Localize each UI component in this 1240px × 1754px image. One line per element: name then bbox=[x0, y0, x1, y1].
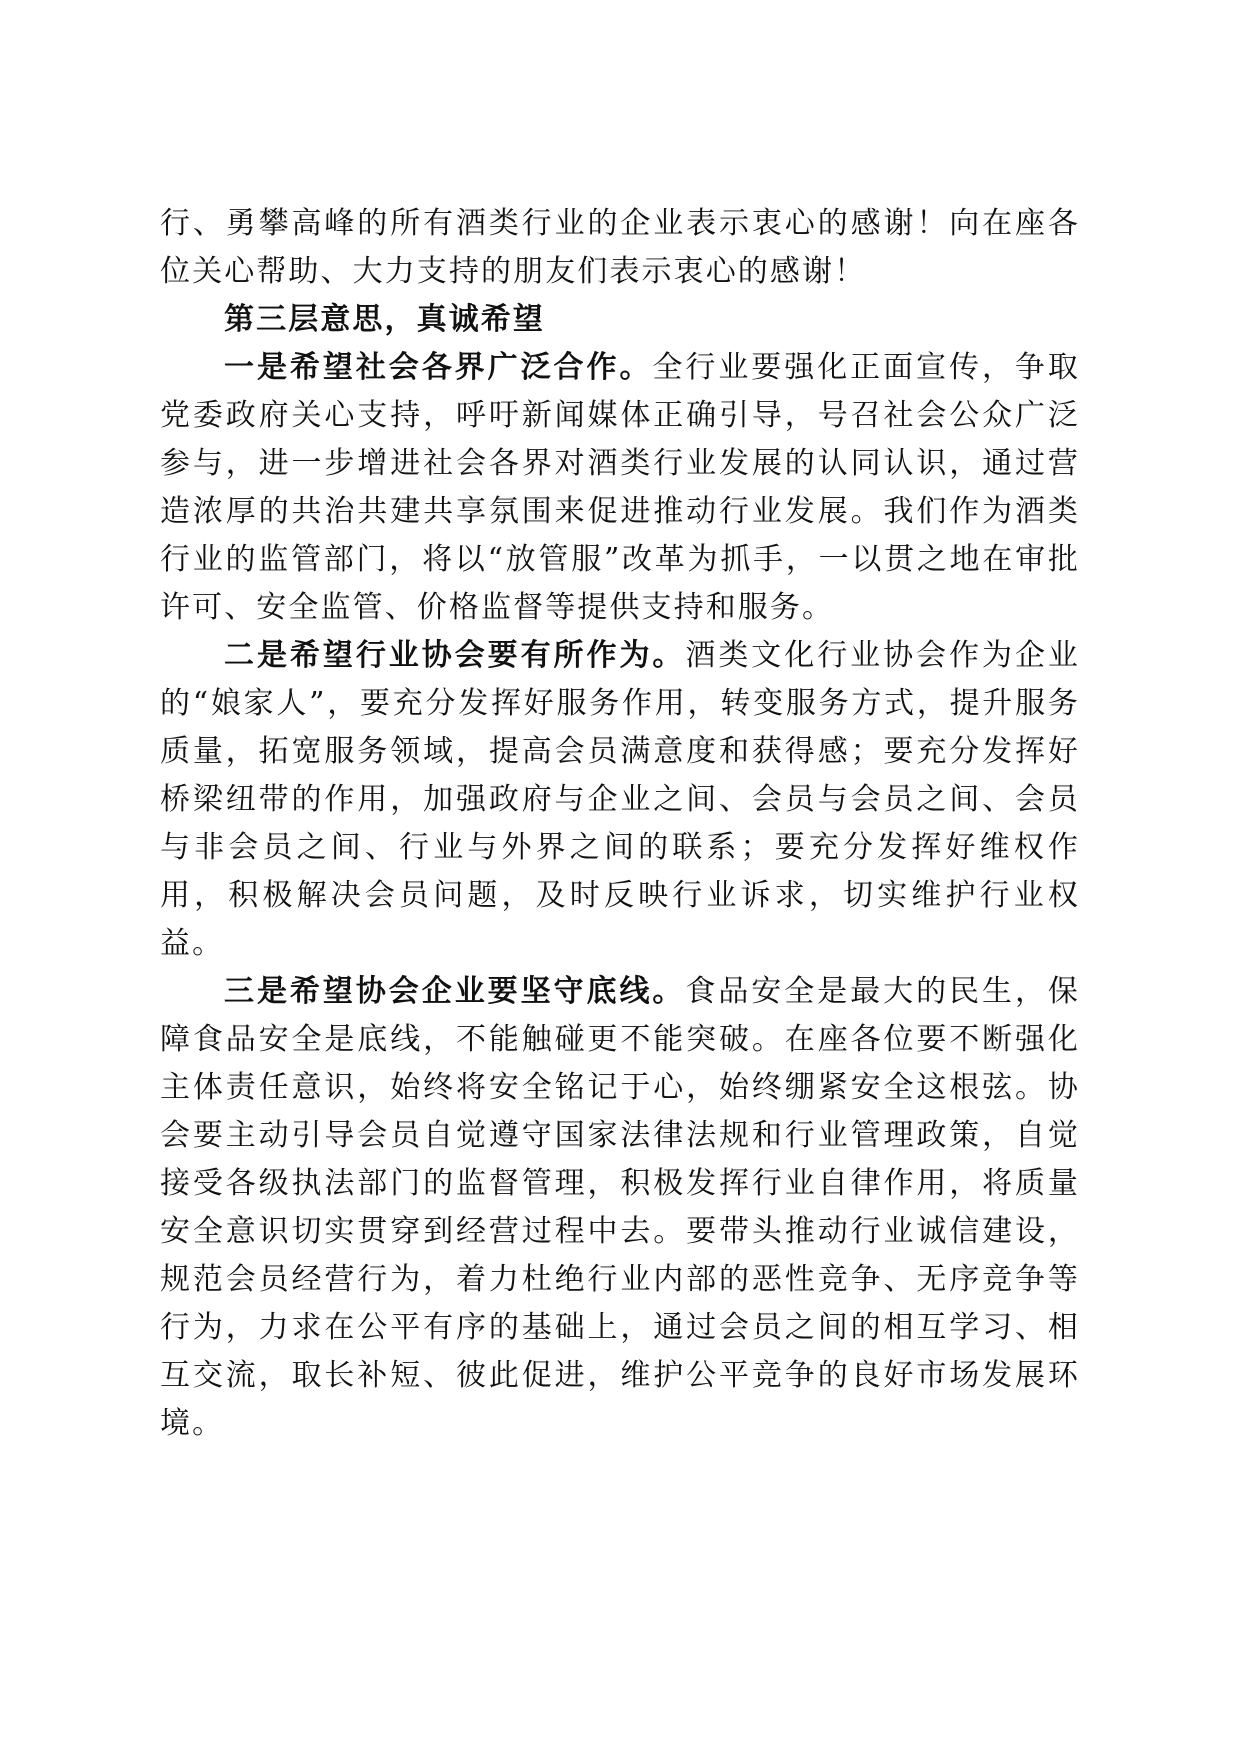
paragraph-hope-1 bbox=[160, 344, 1080, 632]
paragraph-text: 酒类文化行业协会作为企业的“娘家人”，要充分发挥好服务作用，转变服务方式，提升服务质量，拓宽服务领域，提高会员满意度和获得感；要充分发挥好桥梁纽带的作用，加强政府与企业之间、会员与会员之间、会员与非会员之间、行业与外界之间的联系；要充分发挥好维权作用，积极解决会员问题，及时反映行业诉求，切实维护行业权益。 bbox=[160, 638, 1081, 961]
paragraph-hope-3 bbox=[160, 968, 1080, 1448]
document-body bbox=[160, 200, 1080, 1448]
section-heading bbox=[160, 296, 1080, 344]
paragraph-hope-2 bbox=[160, 632, 1080, 968]
paragraph-lead: 二是希望行业协会要有所作为。 bbox=[224, 638, 686, 673]
paragraph-text: 全行业要强化正面宣传，争取党委政府关心支持，呼吁新闻媒体正确引导，号召社会公众广泛参与，进一步增进社会各界对酒类行业发展的认同认识，通过营造浓厚的共治共建共享氛围来促进推动行业发展。我们作为酒类行业的监管部门，将以“放管服”改革为抓手，一以贯之地在审批许可、安全监管、价格监督等提供支持和服务。 bbox=[160, 350, 1080, 625]
paragraph-lead: 一是希望社会各界广泛合作。 bbox=[224, 350, 653, 385]
paragraph-continuation bbox=[160, 200, 1080, 296]
section-heading-text: 第三层意思，真诚希望 bbox=[224, 302, 545, 337]
paragraph-lead: 三是希望协会企业要坚守底线。 bbox=[224, 974, 686, 1009]
paragraph-text: 行、勇攀高峰的所有酒类行业的企业表示衷心的感谢！向在座各位关心帮助、大力支持的朋友们表示衷心的感谢！ bbox=[160, 206, 1080, 289]
paragraph-text: 食品安全是最大的民生，保障食品安全是底线，不能触碰更不能突破。在座各位要不断强化主体责任意识，始终将安全铭记于心，始终绷紧安全这根弦。协会要主动引导会员自觉遵守国家法律法规和行业管理政策，自觉接受各级执法部门的监督管理，积极发挥行业自律作用，将质量安全意识切实贯穿到经营过程中去。要带头推动行业诚信建设，规范会员经营行为，着力杜绝行业内部的恶性竞争、无序竞争等行为，力求在公平有序的基础上，通过会员之间的相互学习、相互交流，取长补短、彼此促进，维护公平竞争的良好市场发展环境。 bbox=[160, 974, 1081, 1441]
